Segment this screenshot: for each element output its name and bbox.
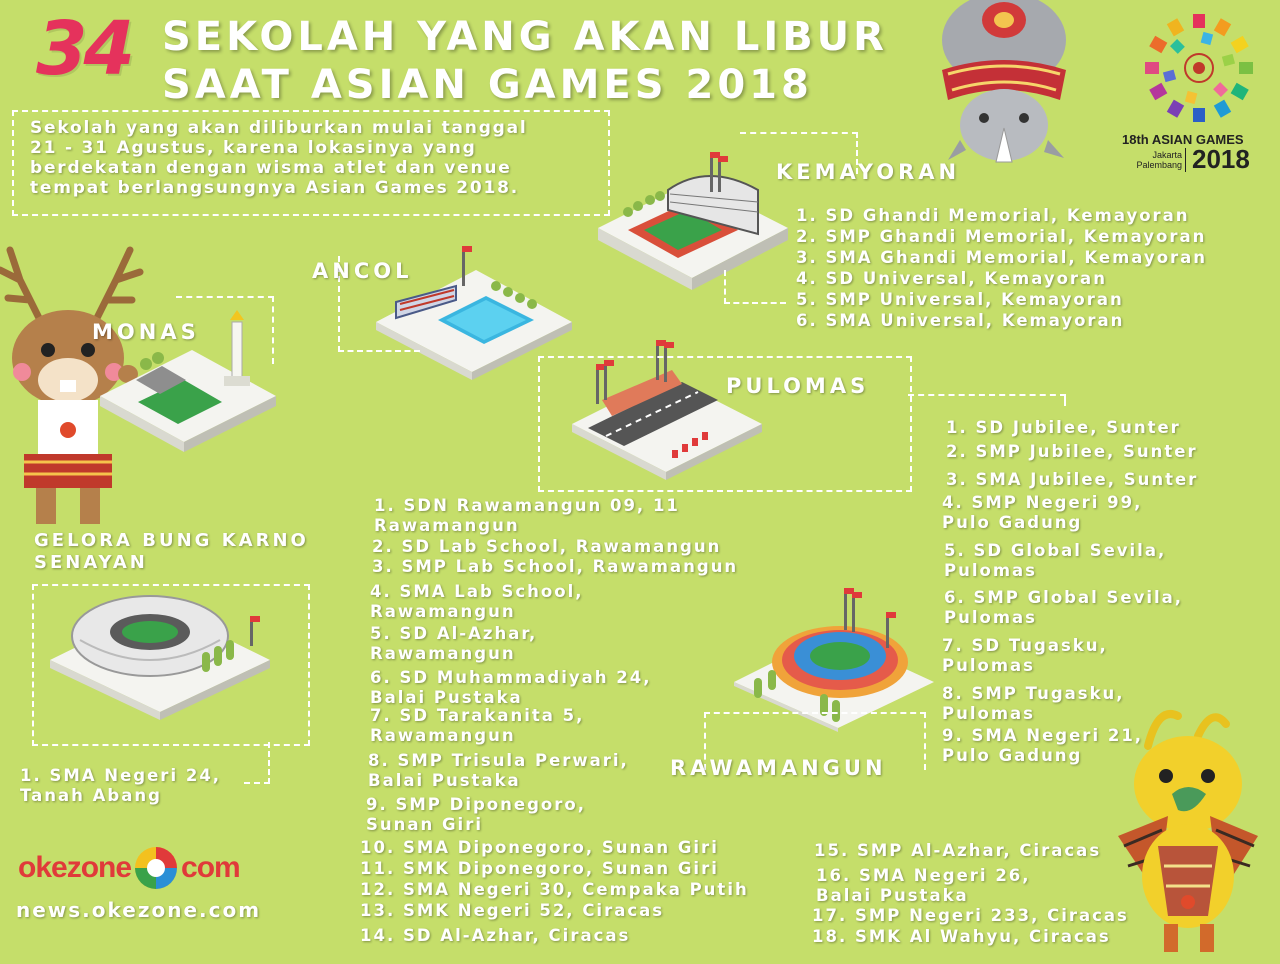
brand-name-left: okezone <box>18 851 132 884</box>
school-item: 9. SMP Diponegoro, Sunan Giri <box>366 795 586 834</box>
school-item: 14. SD Al-Azhar, Ciracas <box>360 926 631 945</box>
headline-line-2: SAAT ASIAN GAMES 2018 <box>162 62 813 108</box>
venue-label-pulomas: PULOMAS <box>726 374 870 398</box>
school-item: 18. SMK Al Wahyu, Ciracas <box>812 927 1111 946</box>
logo-year: 2018 <box>1192 144 1250 174</box>
venue-label-monas: MONAS <box>92 320 200 344</box>
venue-label-gbk-2: SENAYAN <box>34 552 148 573</box>
brand-name-right: com <box>181 851 240 884</box>
school-item: 13. SMK Negeri 52, Ciracas <box>360 901 665 920</box>
venue-label-kemayoran: KEMAYORAN <box>776 160 961 184</box>
school-item: 4. SMP Negeri 99, Pulo Gadung <box>942 493 1143 532</box>
logo-host-city-2: Palembang <box>1136 160 1182 170</box>
headline-line-1: SEKOLAH YANG AKAN LIBUR <box>162 14 888 60</box>
okezone-globe-icon <box>133 845 179 891</box>
school-item: 1. SD Jubilee, Sunter <box>946 418 1181 437</box>
rhino-mascot <box>940 0 1100 170</box>
school-item: 9. SMA Negeri 21, Pulo Gadung <box>942 726 1144 765</box>
gbk-connector <box>32 584 310 746</box>
school-item: 16. SMA Negeri 26, Balai Pustaka <box>816 866 1031 905</box>
okezone-logo <box>18 848 240 888</box>
intro-text: Sekolah yang akan diliburkan mulai tanggal 21 - 31 Agustus, karena lokasinya yang berdekatan dengan wisma atlet dan venue tempat berlangsungnya Asian Games 2018. <box>30 118 528 198</box>
school-item: 7. SD Tarakanita 5, Rawamangun <box>370 706 585 745</box>
school-item: 3. SMP Lab School, Rawamangun <box>372 557 739 576</box>
asian-games-logo <box>1135 12 1263 132</box>
school-item: 3. SMA Ghandi Memorial, Kemayoran <box>796 248 1208 267</box>
school-item: 11. SMK Diponegoro, Sunan Giri <box>360 859 719 878</box>
logo-event-text: 18th ASIAN GAMES <box>1122 132 1244 147</box>
kemayoran-connector-bottom <box>724 270 786 304</box>
school-item: 5. SMP Universal, Kemayoran <box>796 290 1124 309</box>
brand-url: news.okezone.com <box>16 898 262 922</box>
school-item: 1. SD Ghandi Memorial, Kemayoran <box>796 206 1190 225</box>
school-item: 6. SMP Global Sevila, Pulomas <box>944 588 1184 627</box>
school-item: 1. SDN Rawamangun 09, 11 Rawamangun <box>374 496 680 535</box>
school-item: 4. SMA Lab School, Rawamangun <box>370 582 584 621</box>
venue-label-ancol: ANCOL <box>312 259 413 283</box>
headline-number: 34 <box>36 6 131 92</box>
school-item: 2. SMP Ghandi Memorial, Kemayoran <box>796 227 1207 246</box>
school-item: 4. SD Universal, Kemayoran <box>796 269 1107 288</box>
school-item: 7. SD Tugasku, Pulomas <box>942 636 1108 675</box>
school-item: 15. SMP Al-Azhar, Ciracas <box>814 841 1102 860</box>
pulomas-connector-right <box>908 394 1066 406</box>
gbk-connector-tail <box>244 742 270 784</box>
venue-label-rawamangun: RAWAMANGUN <box>670 756 887 780</box>
kemayoran-school-list <box>796 206 1207 332</box>
venue-label-gbk-1: GELORA BUNG KARNO <box>34 530 309 551</box>
school-item: 6. SD Muhammadiyah 24, Balai Pustaka <box>370 668 652 707</box>
school-item: 6. SMA Universal, Kemayoran <box>796 311 1125 330</box>
school-item: 3. SMA Jubilee, Sunter <box>946 470 1199 489</box>
school-item: 5. SD Global Sevila, Pulomas <box>944 541 1167 580</box>
school-item: 2. SMP Jubilee, Sunter <box>946 442 1198 461</box>
school-item: 1. SMA Negeri 24, Tanah Abang <box>20 766 222 805</box>
school-item: 10. SMA Diponegoro, Sunan Giri <box>360 838 719 857</box>
school-item: 12. SMA Negeri 30, Cempaka Putih <box>360 880 749 899</box>
school-item: 5. SD Al-Azhar, Rawamangun <box>370 624 538 663</box>
logo-host-city-1: Jakarta <box>1152 150 1182 160</box>
school-item: 2. SD Lab School, Rawamangun <box>372 537 722 556</box>
school-item: 8. SMP Trisula Perwari, Balai Pustaka <box>368 751 629 790</box>
school-item: 17. SMP Negeri 233, Ciracas <box>812 906 1129 925</box>
rawamangun-venue-illustration <box>734 582 934 732</box>
logo-divider <box>1185 148 1186 172</box>
school-item: 8. SMP Tugasku, Pulomas <box>942 684 1125 723</box>
